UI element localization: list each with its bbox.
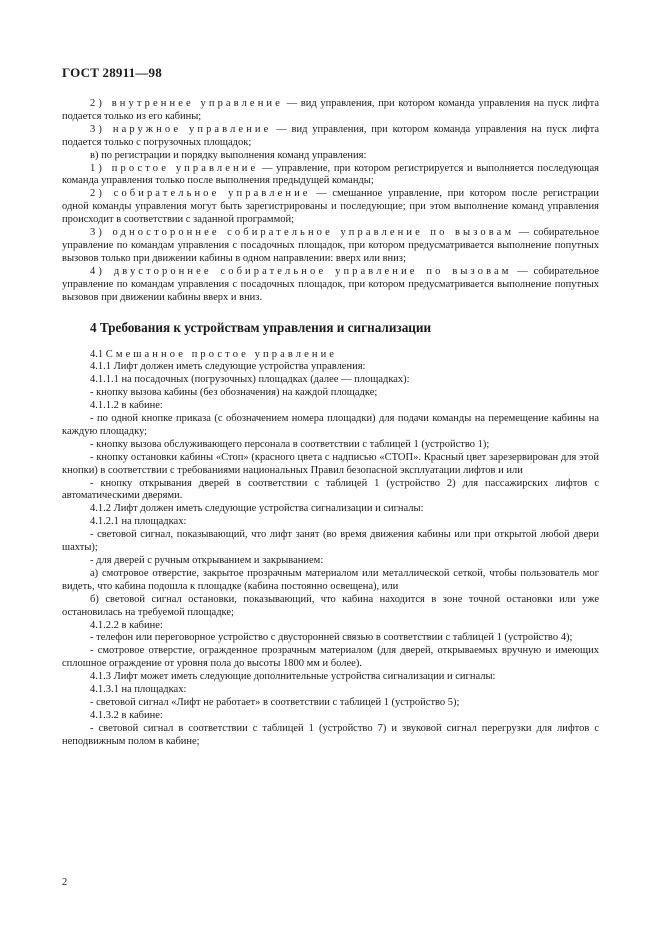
section-heading: 4 Требования к устройствам управления и сигнализации (90, 319, 432, 335)
requirement-paragraph: 4.1.3.1 на площадках: (90, 684, 187, 696)
definition-paragraph (62, 266, 599, 305)
spaced-term: 2) собирательное управление (90, 188, 311, 200)
requirement-paragraph: 4.1.1.1 на посадочных (погрузочных) площадках (далее — площадках): (90, 374, 410, 386)
requirement-paragraph: - световой сигнал «Лифт не работает» в соответствии с таблицей 1 (устройство 5); (90, 696, 460, 708)
requirement-paragraph: 4.1.3.2 в кабине: (90, 709, 163, 721)
definition-paragraph (62, 163, 599, 189)
requirements-block (62, 349, 599, 749)
spaced-term: 3) наружное управление (90, 123, 272, 135)
definition-paragraph (62, 124, 599, 150)
definition-text: — смешанное управление, при котором после регистрации одной команды управления могут быть зарегистрированы и последующие; при этом выполнение команд управления происходит в соответствии с заданной программой; (62, 188, 599, 226)
spaced-term: 2) внутреннее управление (90, 98, 283, 109)
definition-paragraph (62, 98, 599, 124)
requirement-paragraph: 4.1.3 Лифт может иметь следующие дополнительные устройства сигнализации и сигналы: (90, 671, 496, 683)
requirement-paragraph: - кнопку открывания дверей в соответствии с таблицей 1 (устройство 2) для пассажирских лифтов с автоматическими дверями. (62, 477, 599, 502)
document-body (62, 98, 599, 749)
requirement-paragraph: 4.1.2 Лифт должен иметь следующие устройства сигнализации и сигналы: (90, 503, 424, 515)
requirement-paragraph: - кнопку вызова обслуживающего персонала в соответствии с таблицей 1 (устройство 1); (90, 438, 490, 450)
requirement-paragraph: - кнопку остановки кабины «Стоп» (красного цвета с надписью «СТОП». Красный цвет зарезервирован для этой кнопки) в соответствии с требованиями национальных Правил безопасной эксплуатации лифтов и или (62, 451, 599, 476)
requirement-paragraph: - для дверей с ручным открыванием и закрыванием: (90, 555, 324, 566)
spaced-term: 4) двустороннее собирательное управление по вызовам (90, 265, 512, 277)
subsection-title: Смешанное простое управление (105, 348, 338, 360)
definition-paragraph (62, 227, 599, 266)
requirement-paragraph: - по одной кнопке приказа (с обозначением номера площадки) для подачи команды на перемещение кабины на каждую площадку; (62, 413, 599, 437)
document-code: ГОСТ 28911—98 (62, 65, 162, 80)
requirement-paragraph: 4.1.1.2 в кабине: (90, 400, 163, 412)
page-number: 2 (62, 877, 68, 888)
subsection-number: 4.1 (90, 348, 104, 360)
requirement-paragraph: а) смотровое отверстие, закрытое прозрачным материалом или металлической сеткой, чтобы пользователь мог видеть, что кабина подошла к площадке (кабина постоянно освещена), или (62, 567, 599, 592)
requirement-paragraph: - световой сигнал, показывающий, что лифт занят (во время движения кабины или при открытой любой двери шахты); (62, 529, 599, 554)
requirement-paragraph: - кнопку вызова кабины (без обозначения) на каждой площадке; (90, 387, 378, 399)
definition-paragraph (62, 150, 599, 163)
spaced-term: 1) простое управление (90, 162, 259, 174)
requirement-paragraph: - смотровое отверстие, огражденное прозрачным материалом (для дверей, открываемых вручную и имеющих сплошное ограждение от уровня пола до высоты 1800 мм и более). (62, 645, 599, 670)
definition-paragraph (62, 188, 599, 227)
requirement-paragraph: 4.1.2.1 на площадках: (90, 516, 187, 528)
requirement-paragraph: 4.1.1 Лифт должен иметь следующие устройства управления: (90, 361, 366, 373)
definition-text: — собирательное управление по командам управления с посадочных площадок, при котором предусматривается выполнение попутных вызовов при движении кабины вверх и вниз. (62, 265, 599, 303)
definition-text: — собирательное управление по командам управления с посадочных площадок, при котором предусматривается выполнение попутных вызовов только при движении кабины в одном направлении: вверх или вниз; (62, 227, 599, 264)
requirement-paragraph: - световой сигнал в соответствии с таблицей 1 (устройство 7) и звуковой сигнал перегрузки для лифтов с неподвижным полом в кабине; (62, 722, 599, 747)
requirement-paragraph: 4.1.2.2 в кабине: (90, 619, 163, 631)
definition-text: в) по регистрации и порядку выполнения команд управления: (90, 149, 367, 161)
requirement-paragraph: - телефон или переговорное устройство с двусторонней связью в соответствии с таблицей 1 (устройство 4); (90, 632, 573, 644)
definition-text: — вид управления, при котором команда управления на пуск лифта подается только из его кабины; (62, 98, 599, 122)
definition-text: — вид управления, при котором команда управления на пуск лифта подается только с погрузочных площадок; (62, 123, 599, 148)
definitions-block (62, 98, 599, 305)
spaced-term: 3) одностороннее собирательное управление по вызовам (90, 227, 515, 239)
definition-text: — управление, при котором регистрируется и выполняется последующая команда управления только после выполнения предыдущей команды; (62, 162, 599, 187)
requirement-paragraph: б) световой сигнал остановки, показывающий, что кабина находится в зоне точной остановки или уже остановилась на требуемой площадке; (62, 593, 599, 618)
subsection-heading (62, 349, 599, 362)
